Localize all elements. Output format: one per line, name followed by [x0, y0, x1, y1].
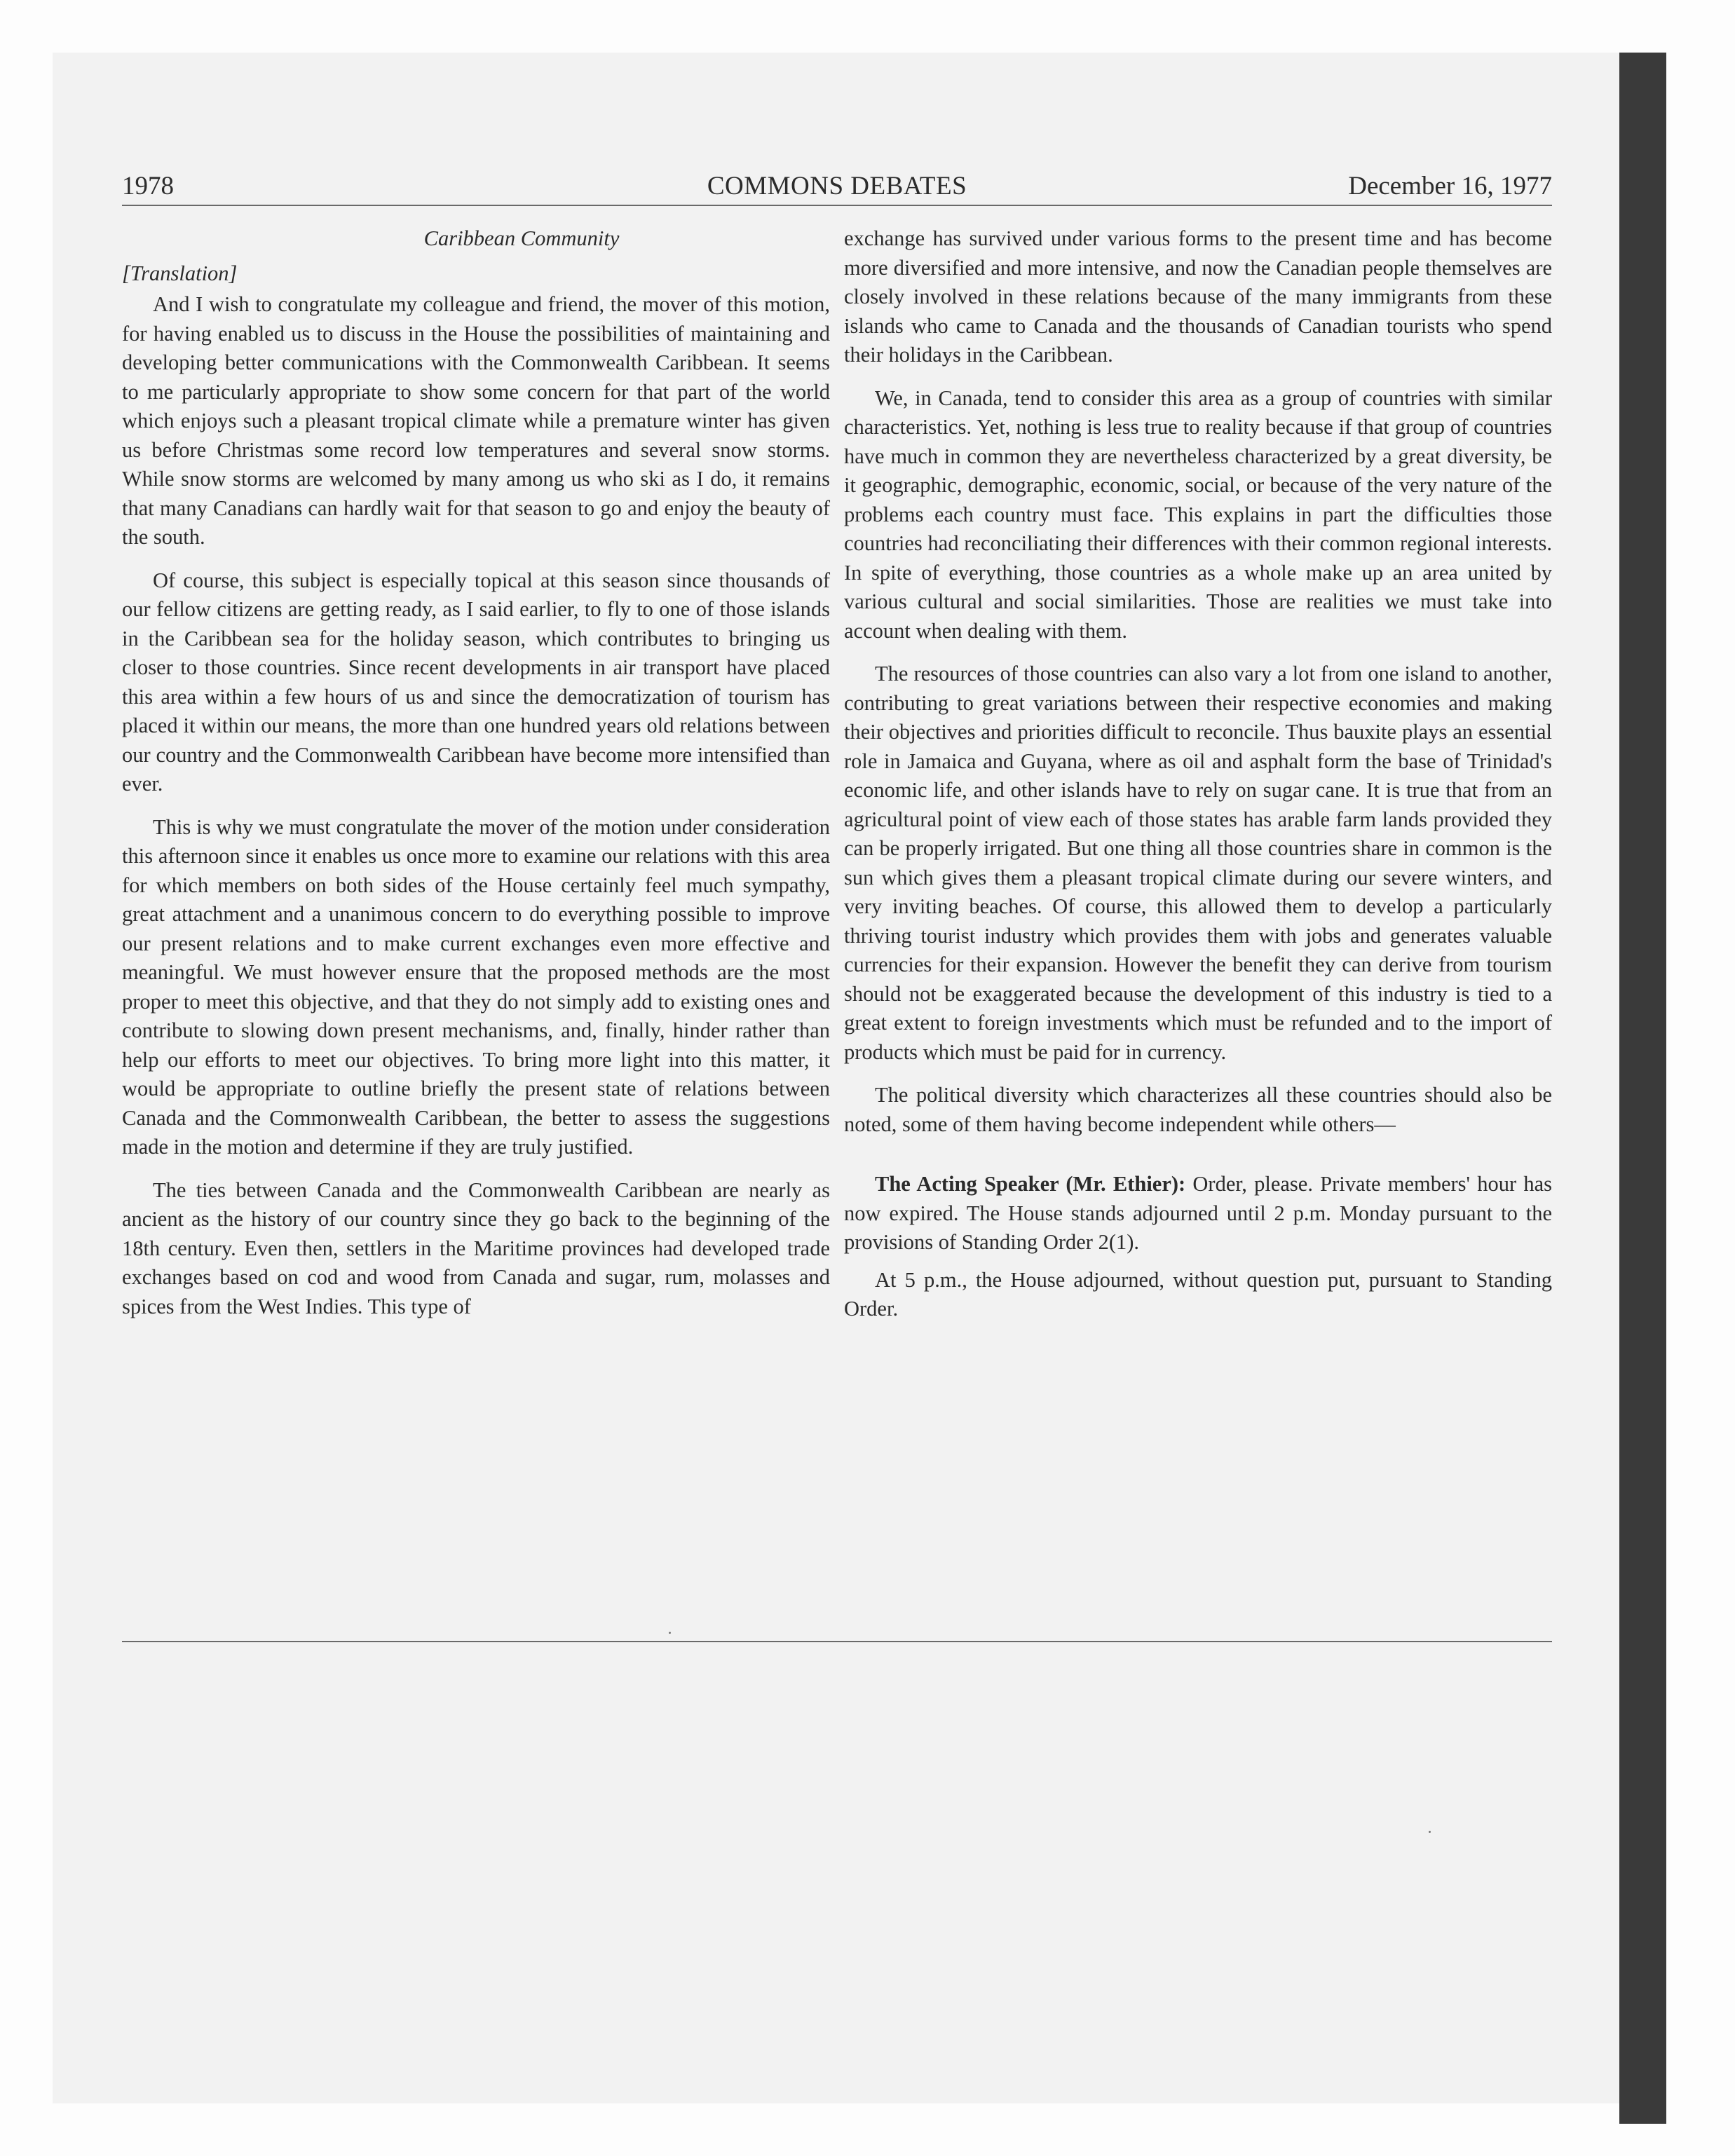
paragraph: The resources of those countries can also vary a lot from one island to another, contributing to great variations between their respective economies and making their objectives and priorities difficult to reconcile. Thus bauxite plays an essential role in Jamaica and Guyana, where as oil and asphalt form the base of Trinidad's economic life, and other islands have to rely on sugar cane. It is true that from an agricultural point of view each of those states has arable farm lands provided they can be properly irrigated. But one thing all those countries share in common is the sun which gives them a pleasant tropical climate during our severe winters, and very inviting beaches. Of course, this allowed them to develop a particularly thriving tourist industry which provides them with jobs and generates valuable currencies for their expansion. However the benefit they can derive from tourism should not be exaggerated because the development of this industry is tied to a great extent to foreign investments which must be refunded and to the import of products which must be paid for in currency. — [844, 662, 1552, 1064]
page-number: 1978 — [122, 172, 174, 200]
paragraph: Of course, this subject is especially topical at this season since thousands of our fellow citizens are getting ready, as I said earlier, to fly to one of those islands in the Caribbean sea for the holiday season, which contributes to bringing us closer to those countries. Since recent developments in air transport have placed this area within a few hours of us and since the democratization of tourism has placed it within our means, the more than one hundred years old relations between our country and the Commonwealth Caribbean have become more intensified than ever. — [122, 568, 830, 796]
running-header — [122, 168, 1552, 205]
paragraph-continuation: exchange has survived under various forms to the present time and has become more diversified and more intensive, and now the Canadian people themselves are closely involved in these relations because of the many immigrants from these islands who came to Canada and the thousands of Canadian tourists who spend their holidays in the Caribbean. — [844, 226, 1552, 367]
paragraph: This is why we must congratulate the mover of the motion under consideration this afternoon since it enables us once more to examine our relations with this area for which members on both sides of the House certainly feel much sympathy, great attachment and a unanimous concern to do everything possible to improve our present relations and to make current exchanges even more effective and meaningful. We must however ensure that the proposed methods are the most proper to meet this objective, and that they do not simply add to existing ones and contribute to slowing down present mechanisms, and, finally, hinder rather than help our efforts to meet our objectives. To bring more light into this matter, it would be appropriate to outline briefly the present state of relations between Canada and the Commonwealth Caribbean, the better to assess the suggestions made in the motion and determine if they are truly justified. — [122, 814, 830, 1159]
right-column — [844, 224, 1552, 1338]
speaker-paragraph — [844, 1170, 1552, 1257]
scan-edge-bar — [1619, 53, 1666, 2124]
paragraph: And I wish to congratulate my colleague and friend, the mover of this motion, for having enabled us to discuss in the House the possibilities of maintaining and developing better communications with the Commonwealth Caribbean. It seems to me particularly appropriate to show some concern for that part of the world which enjoys such a pleasant tropical climate while a premature winter has given us before Christmas some record low temperatures and several snow storms. While snow storms are welcomed by many among us who ski as I do, it remains that many Canadians can hardly wait for that season to go and enjoy the beauty of the south. — [122, 292, 830, 549]
speaker-text: Order, please. Private members' hour has now expired. The House stands adjourned until 2 p.m. Monday pursuant to the provisions of Standing Order 2(1). — [844, 1172, 1552, 1254]
adjournment-note: At 5 p.m., the House adjourned, without question put, pursuant to Standing Order. — [844, 1267, 1552, 1321]
scan-speck — [669, 1632, 671, 1634]
paragraph: The ties between Canada and the Commonwealth Caribbean are nearly as ancient as the history of our country since they go back to the beginning of the 18th century. Even then, settlers in the Maritime provinces had developed trade exchanges based on cod and wood from Canada and sugar, rum, molasses and spices from the West Indies. This type of — [122, 1178, 830, 1318]
footer-rule — [122, 1641, 1552, 1642]
publication-title: COMMONS DEBATES — [707, 172, 967, 200]
scan-speck — [1429, 1831, 1431, 1833]
header-rule — [122, 205, 1552, 206]
header-date: December 16, 1977 — [1348, 172, 1552, 200]
subject-heading: Caribbean Community — [423, 226, 620, 250]
paragraph: The political diversity which characterizes all these countries should also be noted, some of them having become independent while others— — [844, 1083, 1552, 1136]
paragraph: We, in Canada, tend to consider this area as a group of countries with similar characteristics. Yet, nothing is less true to reality because if that group of countries have much in common they are nevertheless characterized by a great diversity, be it geographic, demographic, economic, social, or because of the very nature of the problems each country must face. This explains in part the difficulties those countries had reconciliating their differences with their common regional interests. In spite of everything, those countries as a whole make up an area united by various cultural and social similarities. Those are realities we must take into account when dealing with them. — [844, 386, 1552, 643]
speaker-name: The Acting Speaker (Mr. Ethier): — [875, 1172, 1186, 1196]
left-column — [122, 224, 830, 1321]
translation-label: [Translation] — [122, 261, 238, 285]
